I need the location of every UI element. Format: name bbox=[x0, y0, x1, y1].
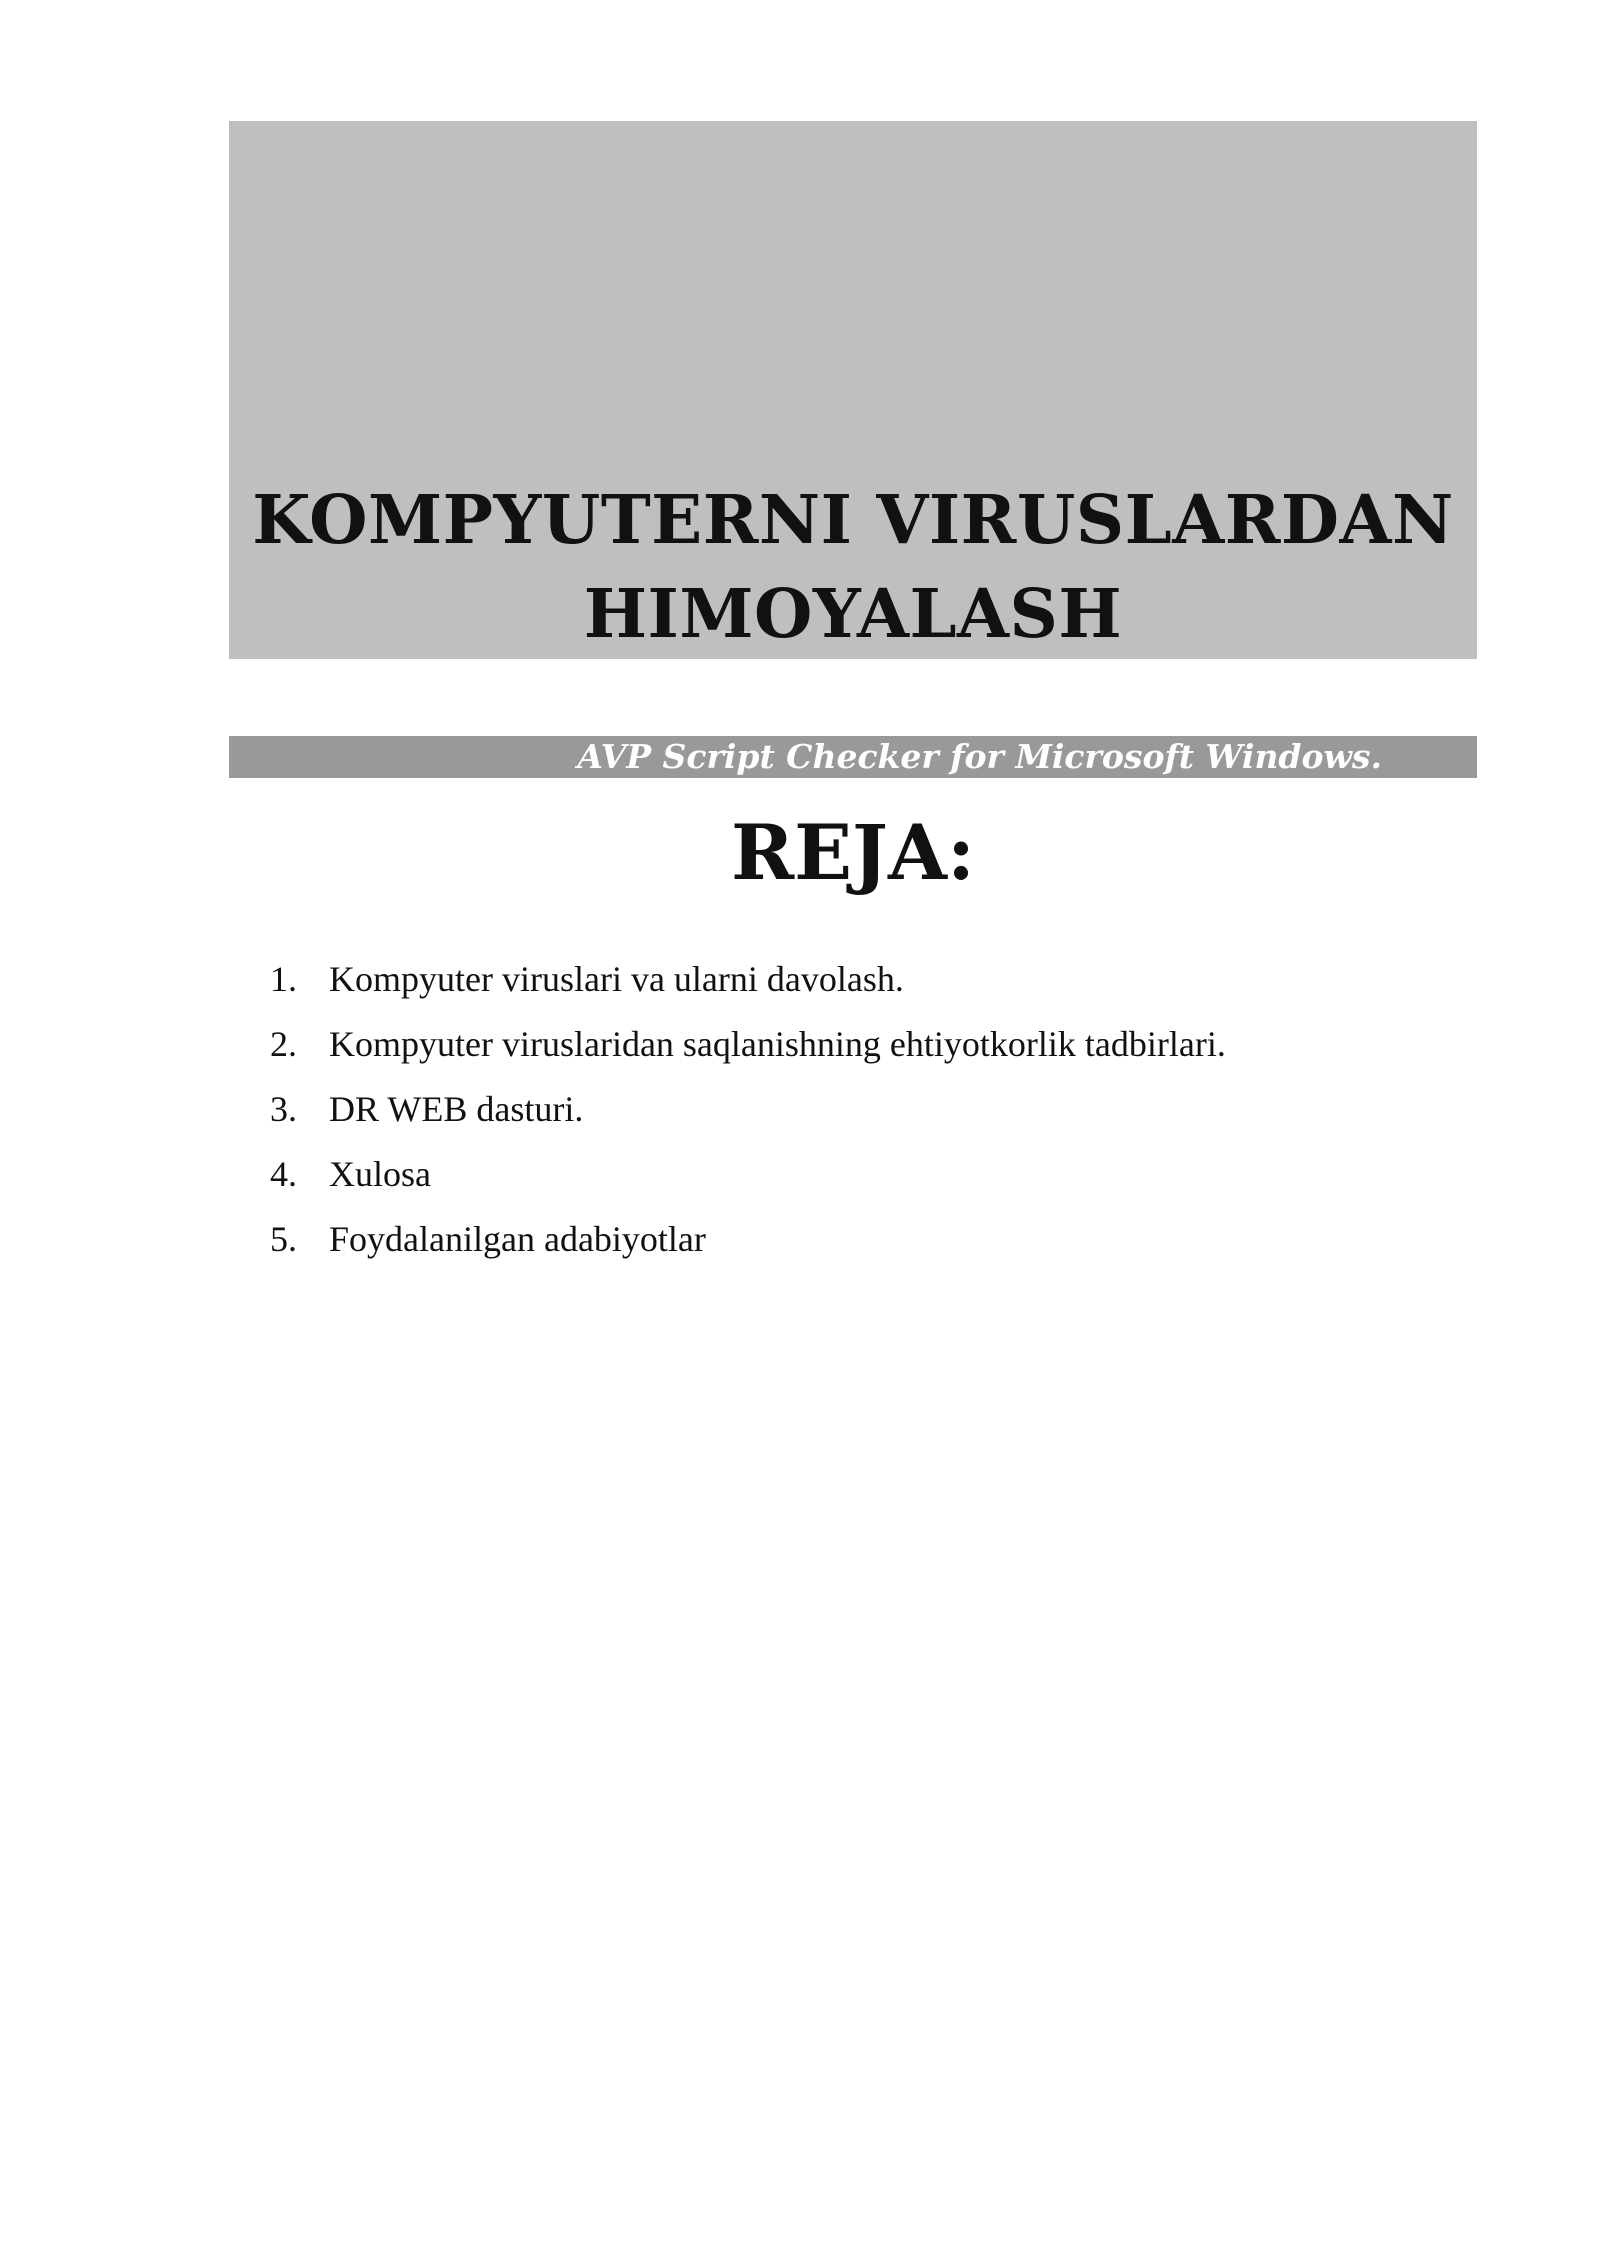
plan-item-number: 3. bbox=[270, 1089, 297, 1129]
plan-item-text: Foydalanilgan adabiyotlar bbox=[329, 1219, 706, 1259]
plan-item-number: 2. bbox=[270, 1024, 297, 1064]
plan-item-number: 5. bbox=[270, 1219, 297, 1259]
plan-item bbox=[270, 947, 1226, 1012]
plan-item bbox=[270, 1077, 1226, 1142]
plan-item bbox=[270, 1142, 1226, 1207]
plan-item bbox=[270, 1207, 1226, 1272]
plan-item-text: Kompyuter viruslaridan saqlanishning ehtiyotkorlik tadbirlari. bbox=[329, 1024, 1226, 1064]
subtitle-banner bbox=[229, 736, 1477, 778]
document-title-line-2: HIMOYALASH bbox=[583, 574, 1123, 653]
plan-item-number: 1. bbox=[270, 959, 297, 999]
plan-item-text: Xulosa bbox=[329, 1154, 431, 1194]
plan-item-text: DR WEB dasturi. bbox=[329, 1089, 584, 1129]
document-title bbox=[229, 473, 1477, 661]
title-block bbox=[229, 121, 1477, 659]
plan-item bbox=[270, 1012, 1226, 1077]
document-title-line-1: KOMPYUTERNI VIRUSLARDAN bbox=[252, 480, 1454, 559]
plan-heading: REJA: bbox=[730, 808, 976, 897]
plan-item-text: Kompyuter viruslari va ularni davolash. bbox=[329, 959, 904, 999]
plan-list bbox=[270, 947, 1226, 1272]
subtitle-banner-text: AVP Script Checker for Microsoft Windows. bbox=[577, 737, 1382, 776]
plan-item-number: 4. bbox=[270, 1154, 297, 1194]
